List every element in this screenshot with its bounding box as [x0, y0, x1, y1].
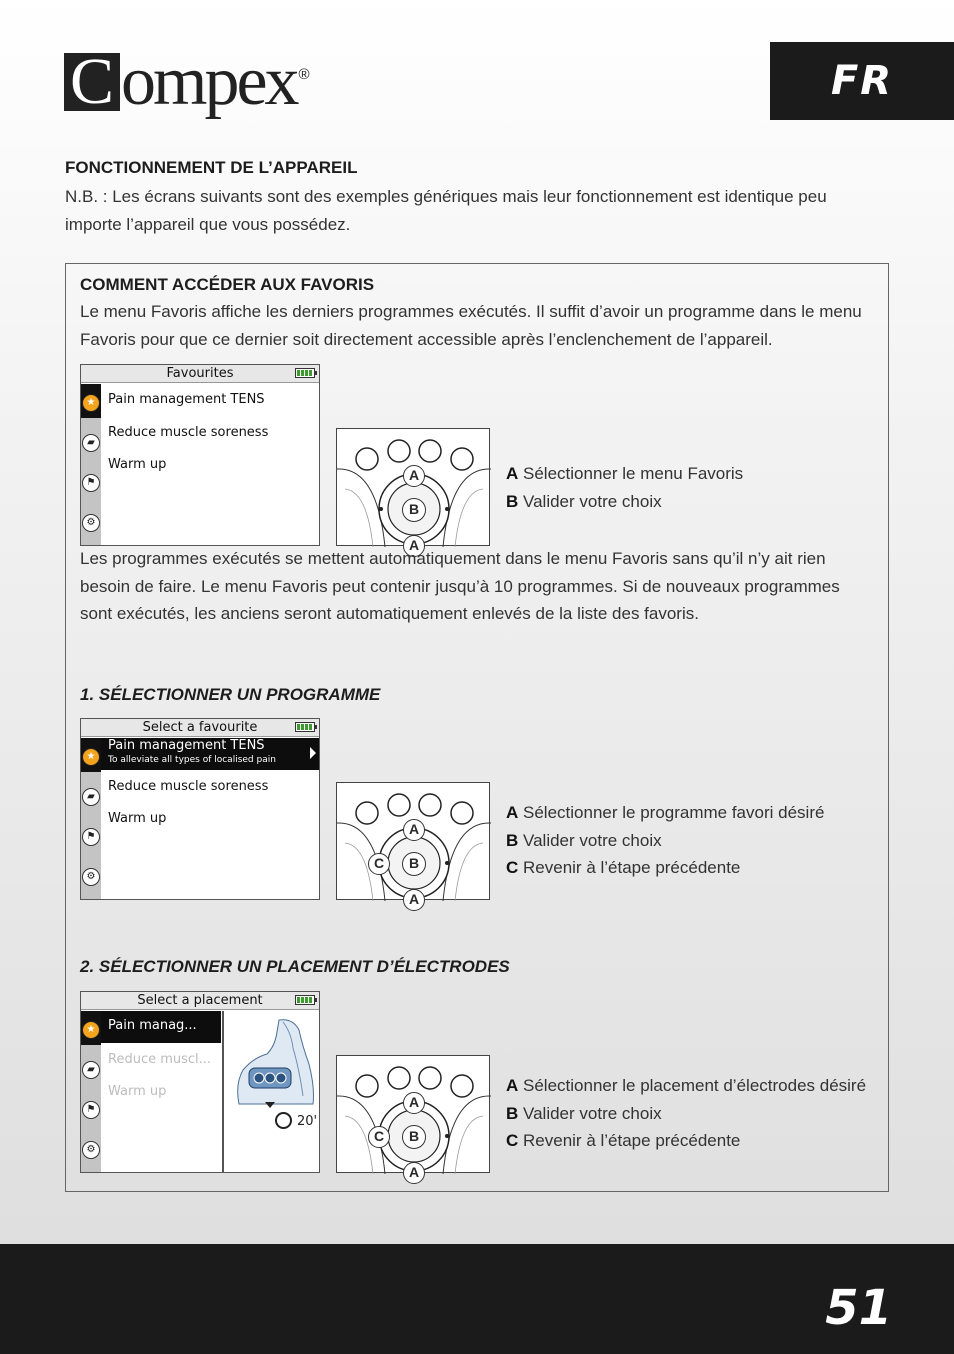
legend-row: C Revenir à l’étape précédente — [506, 1131, 741, 1150]
step2-heading: 2. SÉLECTIONNER UN PLACEMENT D’ÉLECTRODES — [80, 957, 510, 976]
device-drawing — [337, 1056, 491, 1174]
screen-divider — [222, 1011, 224, 1172]
key-b: B — [402, 1125, 426, 1149]
screen-title: Favourites — [81, 365, 319, 383]
caret-down-icon — [265, 1102, 275, 1108]
star-icon: ★ — [82, 748, 100, 766]
stopwatch-icon — [275, 1112, 292, 1129]
list-item: Reduce muscle soreness — [108, 779, 269, 794]
flag-icon: ⚑ — [82, 474, 100, 492]
legend-row: A Sélectionner le programme favori désiré — [506, 803, 825, 822]
settings-icon: ⚙ — [82, 514, 100, 532]
screen-sidebar — [81, 1011, 101, 1172]
screen-sidebar — [81, 738, 101, 899]
legend-row: B Valider votre choix — [506, 492, 662, 511]
key-a-down: A — [403, 1162, 425, 1184]
logo-text: ompex — [121, 43, 297, 120]
page-footer — [0, 1244, 954, 1354]
list-item: Reduce muscl... — [108, 1052, 212, 1067]
device-drawing — [337, 429, 491, 547]
flag-icon: ⚑ — [82, 828, 100, 846]
settings-icon: ⚙ — [82, 1141, 100, 1159]
key-a-up: A — [403, 465, 425, 487]
screen-title: Select a favourite — [81, 719, 319, 737]
star-icon: ★ — [82, 394, 100, 412]
language-tab: FR — [770, 42, 954, 120]
selected-item-sub: To alleviate all types of localised pain — [108, 755, 276, 765]
list-item: Warm up — [108, 457, 167, 472]
selected-item — [101, 738, 319, 770]
favoris-text: Le menu Favoris affiche les derniers programmes exécutés. Il suffit d’avoir un programme dans le menu Favoris pour que ce dernier soit directement accessible après l’enclenchement de l’appareil. — [80, 302, 862, 349]
logo-letter: C — [64, 53, 120, 111]
screen-sidebar — [81, 384, 101, 545]
registered-mark: ® — [298, 66, 310, 83]
legend-row: C Revenir à l’étape précédente — [506, 858, 741, 877]
selected-item — [101, 1011, 221, 1043]
device-controls — [336, 428, 490, 553]
favoris-heading: COMMENT ACCÉDER AUX FAVORIS — [80, 275, 375, 294]
key-b: B — [402, 852, 426, 876]
session-duration: 20' — [297, 1114, 318, 1129]
folder-icon: ▰ — [82, 1061, 100, 1079]
chevron-right-icon — [310, 747, 316, 759]
battery-icon — [295, 995, 315, 1005]
list-item: Warm up — [108, 811, 167, 826]
intro-heading: FONCTIONNEMENT DE L’APPAREIL — [65, 158, 358, 177]
device-controls — [336, 1055, 490, 1180]
star-icon: ★ — [82, 1021, 100, 1039]
select-placement-screen — [80, 991, 320, 1173]
list-item: Reduce muscle soreness — [108, 425, 269, 440]
device-controls — [336, 782, 490, 907]
intro-section — [65, 158, 865, 238]
selected-item-label: Pain manag... — [108, 1018, 197, 1033]
key-a-down: A — [403, 889, 425, 911]
instructions-box — [65, 263, 889, 1192]
favourites-screen — [80, 364, 320, 546]
battery-icon — [295, 722, 315, 732]
folder-icon: ▰ — [82, 788, 100, 806]
select-favourite-screen — [80, 718, 320, 900]
key-c: C — [368, 853, 390, 875]
key-b: B — [402, 498, 426, 522]
compex-logo — [64, 43, 310, 120]
list-item: Pain management TENS — [108, 392, 265, 407]
screen-title: Select a placement — [81, 992, 319, 1010]
list-item: Warm up — [108, 1084, 167, 1099]
electrode-placement-image — [233, 1018, 315, 1106]
key-a-up: A — [403, 1092, 425, 1114]
legend-row: B Valider votre choix — [506, 1104, 662, 1123]
flag-icon: ⚑ — [82, 1101, 100, 1119]
selected-item-label: Pain management TENS — [108, 738, 265, 753]
key-c: C — [368, 1126, 390, 1148]
page-number: 51 — [825, 1280, 892, 1336]
battery-icon — [295, 368, 315, 378]
legend-row: A Sélectionner le placement d’électrodes désiré — [506, 1076, 867, 1095]
legend-row: A Sélectionner le menu Favoris — [506, 464, 744, 483]
settings-icon: ⚙ — [82, 868, 100, 886]
key-a-up: A — [403, 819, 425, 841]
intro-text: N.B. : Les écrans suivants sont des exemples génériques mais leur fonctionnement est identique peu importe l’appareil que vous possédez. — [65, 187, 827, 234]
key-a-down: A — [403, 535, 425, 557]
favoris-text-2: Les programmes exécutés se mettent automatiquement dans le menu Favoris sans qu’il n’y ait rien besoin de faire. Le menu Favoris peut contenir jusqu’à 10 programmes. Si de nouveaux programmes sont exécutés, les anciens seront automatiquement enlevés de la liste des favoris. — [80, 549, 840, 623]
legend-row: B Valider votre choix — [506, 831, 662, 850]
folder-icon: ▰ — [82, 434, 100, 452]
device-drawing — [337, 783, 491, 901]
step1-heading: 1. SÉLECTIONNER UN PROGRAMME — [80, 685, 381, 704]
